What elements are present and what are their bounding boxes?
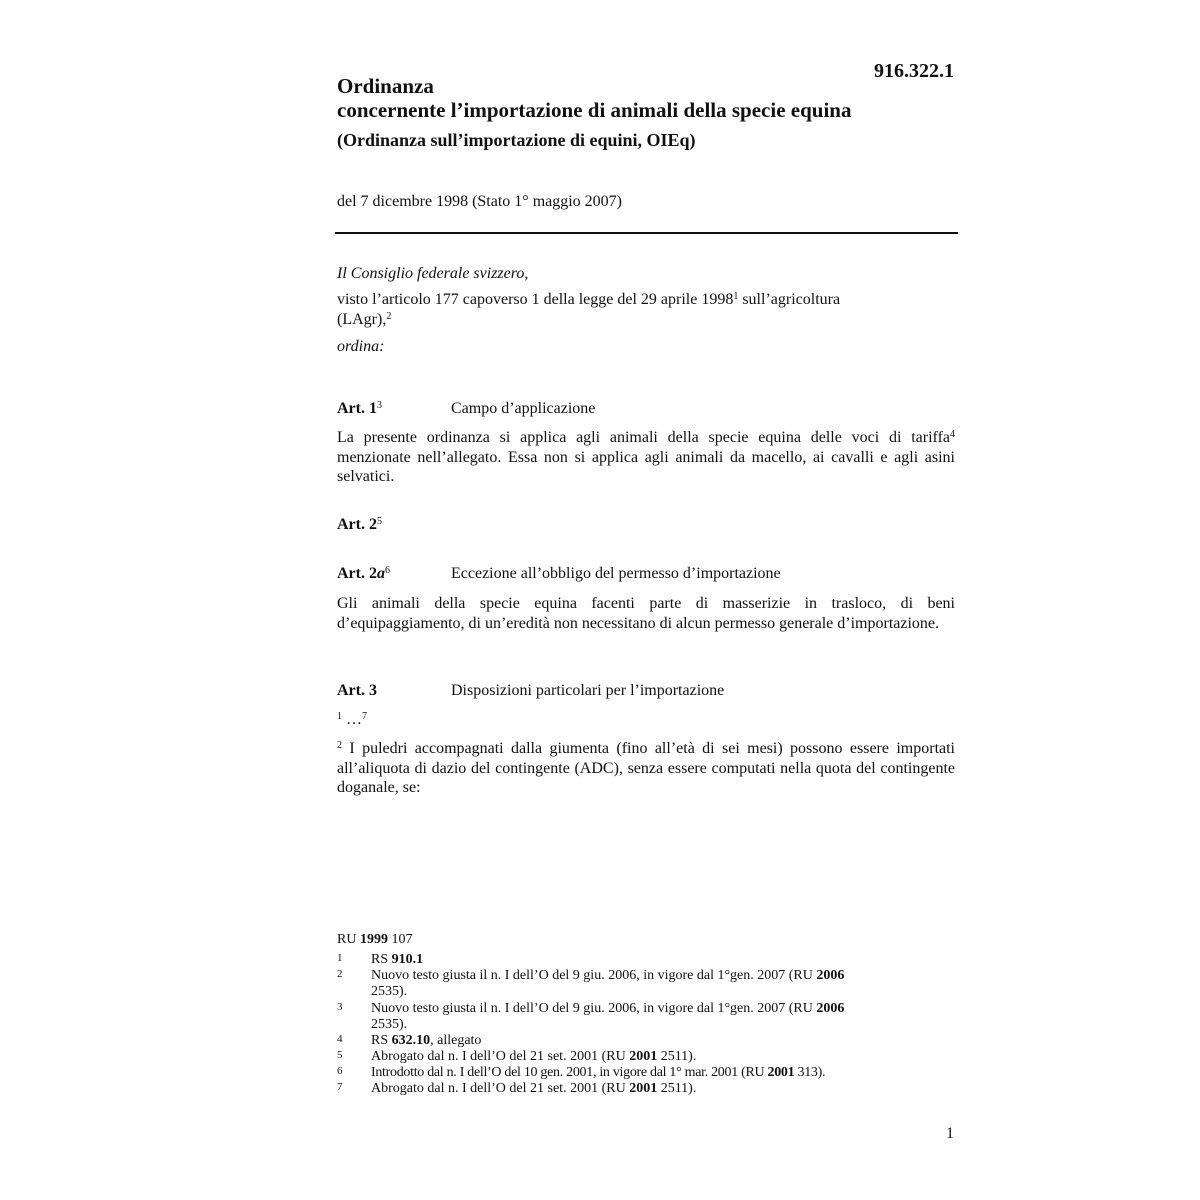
footnote-1 [337,952,937,968]
footnote-number: 7 [337,1081,343,1093]
visto-text-b: sull’agricoltura [738,291,841,308]
footnote-ref-4[interactable]: 4 [950,429,955,440]
footnote-6 [337,1065,937,1081]
footnote-2 [337,968,937,1000]
footnote-number: 5 [337,1049,343,1061]
visto-text-a: visto l’articolo 177 capoverso 1 della legge del 29 aprile 1998 [337,291,734,308]
footnote-ref-3[interactable]: 3 [376,400,382,411]
footnote-text: RS 910.1 [371,952,424,967]
footnote-text: RS 632.10, allegato [371,1033,482,1048]
footnote-ref-7[interactable]: 7 [362,711,367,722]
footnote-number: 6 [337,1065,343,1077]
footnote-4 [337,1033,937,1049]
article-3-paragraph-1: $^1$ …$^7$ [337,711,367,728]
sr-number: 916.322.1 [874,60,954,82]
footnote-5 [337,1049,937,1065]
paragraph-number-2: 2 [337,740,342,751]
article-3-paragraph-2: $^2$ I puledri accompagnati dalla giumenta (fino all’età di sei mesi) possono essere importati all’aliquota di dazio del contingente (ADC), senza essere computati nella quota del contingente doganale, se: [337,740,955,796]
footnote-text: Abrogato dal n. I dell’O del 21 set. 2001 (RU 2001 2511). [371,1081,697,1096]
footnote-7 [337,1081,937,1097]
article-1-text: La presente ordinanza si applica agli animali della specie equina delle voci di tariffa$^4$ menzionate nell’allegato. Essa non si applica agli animali da macello, ai cavalli e agli asini selvatici. [337,429,955,485]
footnote-number: 1 [337,952,343,964]
article-3-title: Disposizioni particolari per l’importazione [451,682,725,699]
article-2a-heading [0,564,1200,586]
footnote-ref-2[interactable]: 2 [386,310,392,322]
preamble-visto [337,290,955,329]
page-number: 1 [946,1125,954,1142]
ru-reference: RU 1999 107 [337,932,413,947]
footnote-text: Nuovo testo giusta il n. I dell’O del 9 giu. 2006, in vigore dal 1°gen. 2007 (RU 2006 2535). [371,1001,845,1032]
article-1-title: Campo d’applicazione [451,400,596,417]
article-2a-text: Gli animali della specie equina facenti parte di masserizie in trasloco, di beni d’equipaggiamento, di un’eredità non necessitano di alcun permesso generale d’importazione. [337,595,955,632]
article-2-number: Art. $2^5$ [337,516,382,533]
title-line-1: Ordinanza [337,74,434,98]
date-line: del 7 dicembre 1998 (Stato 1° maggio 2007) [337,193,623,210]
footnote-ref-6[interactable]: 6 [384,565,390,576]
footnote-text: Nuovo testo giusta il n. I dell’O del 9 giu. 2006, in vigore dal 1°gen. 2007 (RU 2006 2535). [371,968,845,999]
title-line-2: concernente l’importazione di animali della specie equina [337,98,852,122]
visto-text-c: (LAgr), [337,310,387,328]
article-2a-number: Art. $2a^6$ [337,565,390,582]
preamble-authority: Il Consiglio federale svizzero, [337,265,529,282]
footnote-text: Abrogato dal n. I dell’O del 21 set. 2001 (RU 2001 2511). [371,1049,697,1064]
article-3-heading [0,681,1200,703]
article-1-heading [0,399,1200,421]
title-line-3: (Ordinanza sull’importazione di equini, OIEq) [337,130,696,150]
footnote-text: Introdotto dal n. I dell’O del 10 gen. 2001, in vigore dal 1° mar. 2001 (RU 2001 313). [371,1065,826,1080]
header-divider [335,232,958,234]
article-2-heading [0,515,1200,537]
paragraph-number-1: 1 [337,711,342,722]
footnote-number: 3 [337,1001,343,1013]
preamble-ordina: ordina: [337,338,385,355]
footnote-number: 4 [337,1033,343,1045]
article-2a-title: Eccezione all’obbligo del permesso d’importazione [451,565,781,582]
footnote-number: 2 [337,968,343,980]
footnote-3 [337,1001,937,1033]
footnote-ref-5[interactable]: 5 [376,516,382,527]
footnote-ref-1[interactable]: 1 [733,291,739,302]
article-1-number: Art. $1^3$ [337,400,382,417]
article-3-number: Art. 3 [337,682,377,699]
